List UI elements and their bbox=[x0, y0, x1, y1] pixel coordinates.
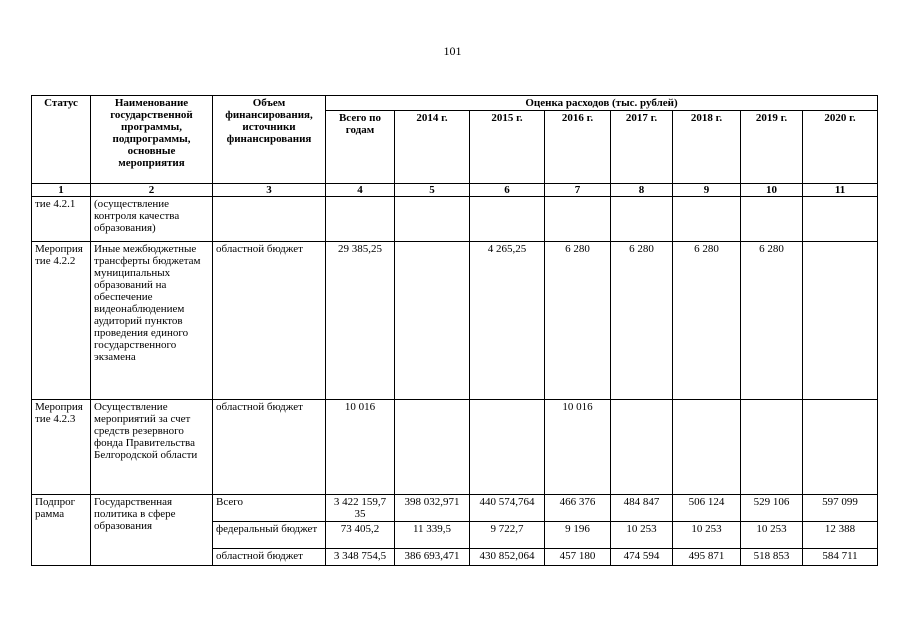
header-year: 2016 г. bbox=[545, 111, 611, 184]
column-number: 9 bbox=[673, 184, 741, 197]
value-cell: 10 253 bbox=[673, 522, 741, 549]
value-cell: 4 265,25 bbox=[470, 242, 545, 400]
header-year: 2018 г. bbox=[673, 111, 741, 184]
budget-table bbox=[31, 95, 878, 566]
header-status: Статус bbox=[32, 96, 91, 184]
column-number: 10 bbox=[741, 184, 803, 197]
value-cell bbox=[611, 400, 673, 495]
value-cell: 506 124 bbox=[673, 495, 741, 522]
column-number: 3 bbox=[213, 184, 326, 197]
value-cell: 3 348 754,5 bbox=[326, 549, 395, 566]
value-cell bbox=[545, 197, 611, 242]
value-cell bbox=[741, 400, 803, 495]
value-cell bbox=[673, 197, 741, 242]
value-cell: 9 196 bbox=[545, 522, 611, 549]
header-total: Всего по годам bbox=[326, 111, 395, 184]
value-cell: 6 280 bbox=[611, 242, 673, 400]
table-row bbox=[32, 197, 878, 242]
value-cell bbox=[470, 197, 545, 242]
value-cell: 529 106 bbox=[741, 495, 803, 522]
column-number: 5 bbox=[395, 184, 470, 197]
row-source: областной бюджет bbox=[213, 549, 326, 566]
value-cell bbox=[673, 400, 741, 495]
value-cell: 3 422 159,7 35 bbox=[326, 495, 395, 522]
value-cell: 584 711 bbox=[803, 549, 878, 566]
value-cell bbox=[395, 242, 470, 400]
row-status: тие 4.2.1 bbox=[32, 197, 91, 242]
value-cell: 597 099 bbox=[803, 495, 878, 522]
column-numbers-row bbox=[32, 184, 878, 197]
row-source bbox=[213, 197, 326, 242]
value-cell bbox=[803, 400, 878, 495]
row-status: Мероприя тие 4.2.2 bbox=[32, 242, 91, 400]
value-cell bbox=[611, 197, 673, 242]
table-header bbox=[32, 96, 878, 184]
column-number: 1 bbox=[32, 184, 91, 197]
value-cell: 440 574,764 bbox=[470, 495, 545, 522]
column-number: 11 bbox=[803, 184, 878, 197]
value-cell bbox=[395, 400, 470, 495]
value-cell: 457 180 bbox=[545, 549, 611, 566]
value-cell: 430 852,064 bbox=[470, 549, 545, 566]
value-cell: 73 405,2 bbox=[326, 522, 395, 549]
value-cell: 9 722,7 bbox=[470, 522, 545, 549]
header-year: 2019 г. bbox=[741, 111, 803, 184]
value-cell: 474 594 bbox=[611, 549, 673, 566]
value-cell: 10 016 bbox=[545, 400, 611, 495]
value-cell bbox=[395, 197, 470, 242]
value-cell: 10 253 bbox=[611, 522, 673, 549]
row-status: Мероприя тие 4.2.3 bbox=[32, 400, 91, 495]
row-name: Государственная политика в сфере образования bbox=[91, 495, 213, 566]
value-cell: 6 280 bbox=[545, 242, 611, 400]
value-cell: 484 847 bbox=[611, 495, 673, 522]
header-source: Объем финансирования, источники финансирования bbox=[213, 96, 326, 184]
row-source: Всего bbox=[213, 495, 326, 522]
row-name: (осуществление контроля качества образования) bbox=[91, 197, 213, 242]
row-name: Осуществление мероприятий за счет средств резервного фонда Правительства Белгородской области bbox=[91, 400, 213, 495]
table-row bbox=[32, 400, 878, 495]
value-cell bbox=[803, 242, 878, 400]
value-cell: 466 376 bbox=[545, 495, 611, 522]
value-cell bbox=[803, 197, 878, 242]
header-year: 2014 г. bbox=[395, 111, 470, 184]
header-name: Наименование государственной программы, подпрограммы, основные мероприятия bbox=[91, 96, 213, 184]
row-name: Иные межбюджетные трансферты бюджетам муниципальных образований на обеспечение видеонаблюдением аудиторий пунктов проведения единого государственного экзамена bbox=[91, 242, 213, 400]
value-cell: 6 280 bbox=[741, 242, 803, 400]
table-row bbox=[32, 495, 878, 522]
value-cell bbox=[326, 197, 395, 242]
header-year: 2020 г. bbox=[803, 111, 878, 184]
row-source: областной бюджет bbox=[213, 400, 326, 495]
header-year: 2017 г. bbox=[611, 111, 673, 184]
column-number: 8 bbox=[611, 184, 673, 197]
value-cell: 29 385,25 bbox=[326, 242, 395, 400]
column-number: 6 bbox=[470, 184, 545, 197]
row-source: областной бюджет bbox=[213, 242, 326, 400]
value-cell bbox=[470, 400, 545, 495]
page-number: 101 bbox=[443, 44, 462, 58]
value-cell: 495 871 bbox=[673, 549, 741, 566]
row-source: федеральный бюджет bbox=[213, 522, 326, 549]
value-cell: 398 032,971 bbox=[395, 495, 470, 522]
column-number: 2 bbox=[91, 184, 213, 197]
header-year: 2015 г. bbox=[470, 111, 545, 184]
value-cell: 12 388 bbox=[803, 522, 878, 549]
table-row bbox=[32, 242, 878, 400]
value-cell bbox=[741, 197, 803, 242]
value-cell: 10 016 bbox=[326, 400, 395, 495]
column-number: 7 bbox=[545, 184, 611, 197]
value-cell: 6 280 bbox=[673, 242, 741, 400]
value-cell: 518 853 bbox=[741, 549, 803, 566]
value-cell: 11 339,5 bbox=[395, 522, 470, 549]
column-number: 4 bbox=[326, 184, 395, 197]
header-estimate: Оценка расходов (тыс. рублей) bbox=[326, 96, 878, 111]
value-cell: 386 693,471 bbox=[395, 549, 470, 566]
row-status: Подпрог рамма bbox=[32, 495, 91, 566]
value-cell: 10 253 bbox=[741, 522, 803, 549]
